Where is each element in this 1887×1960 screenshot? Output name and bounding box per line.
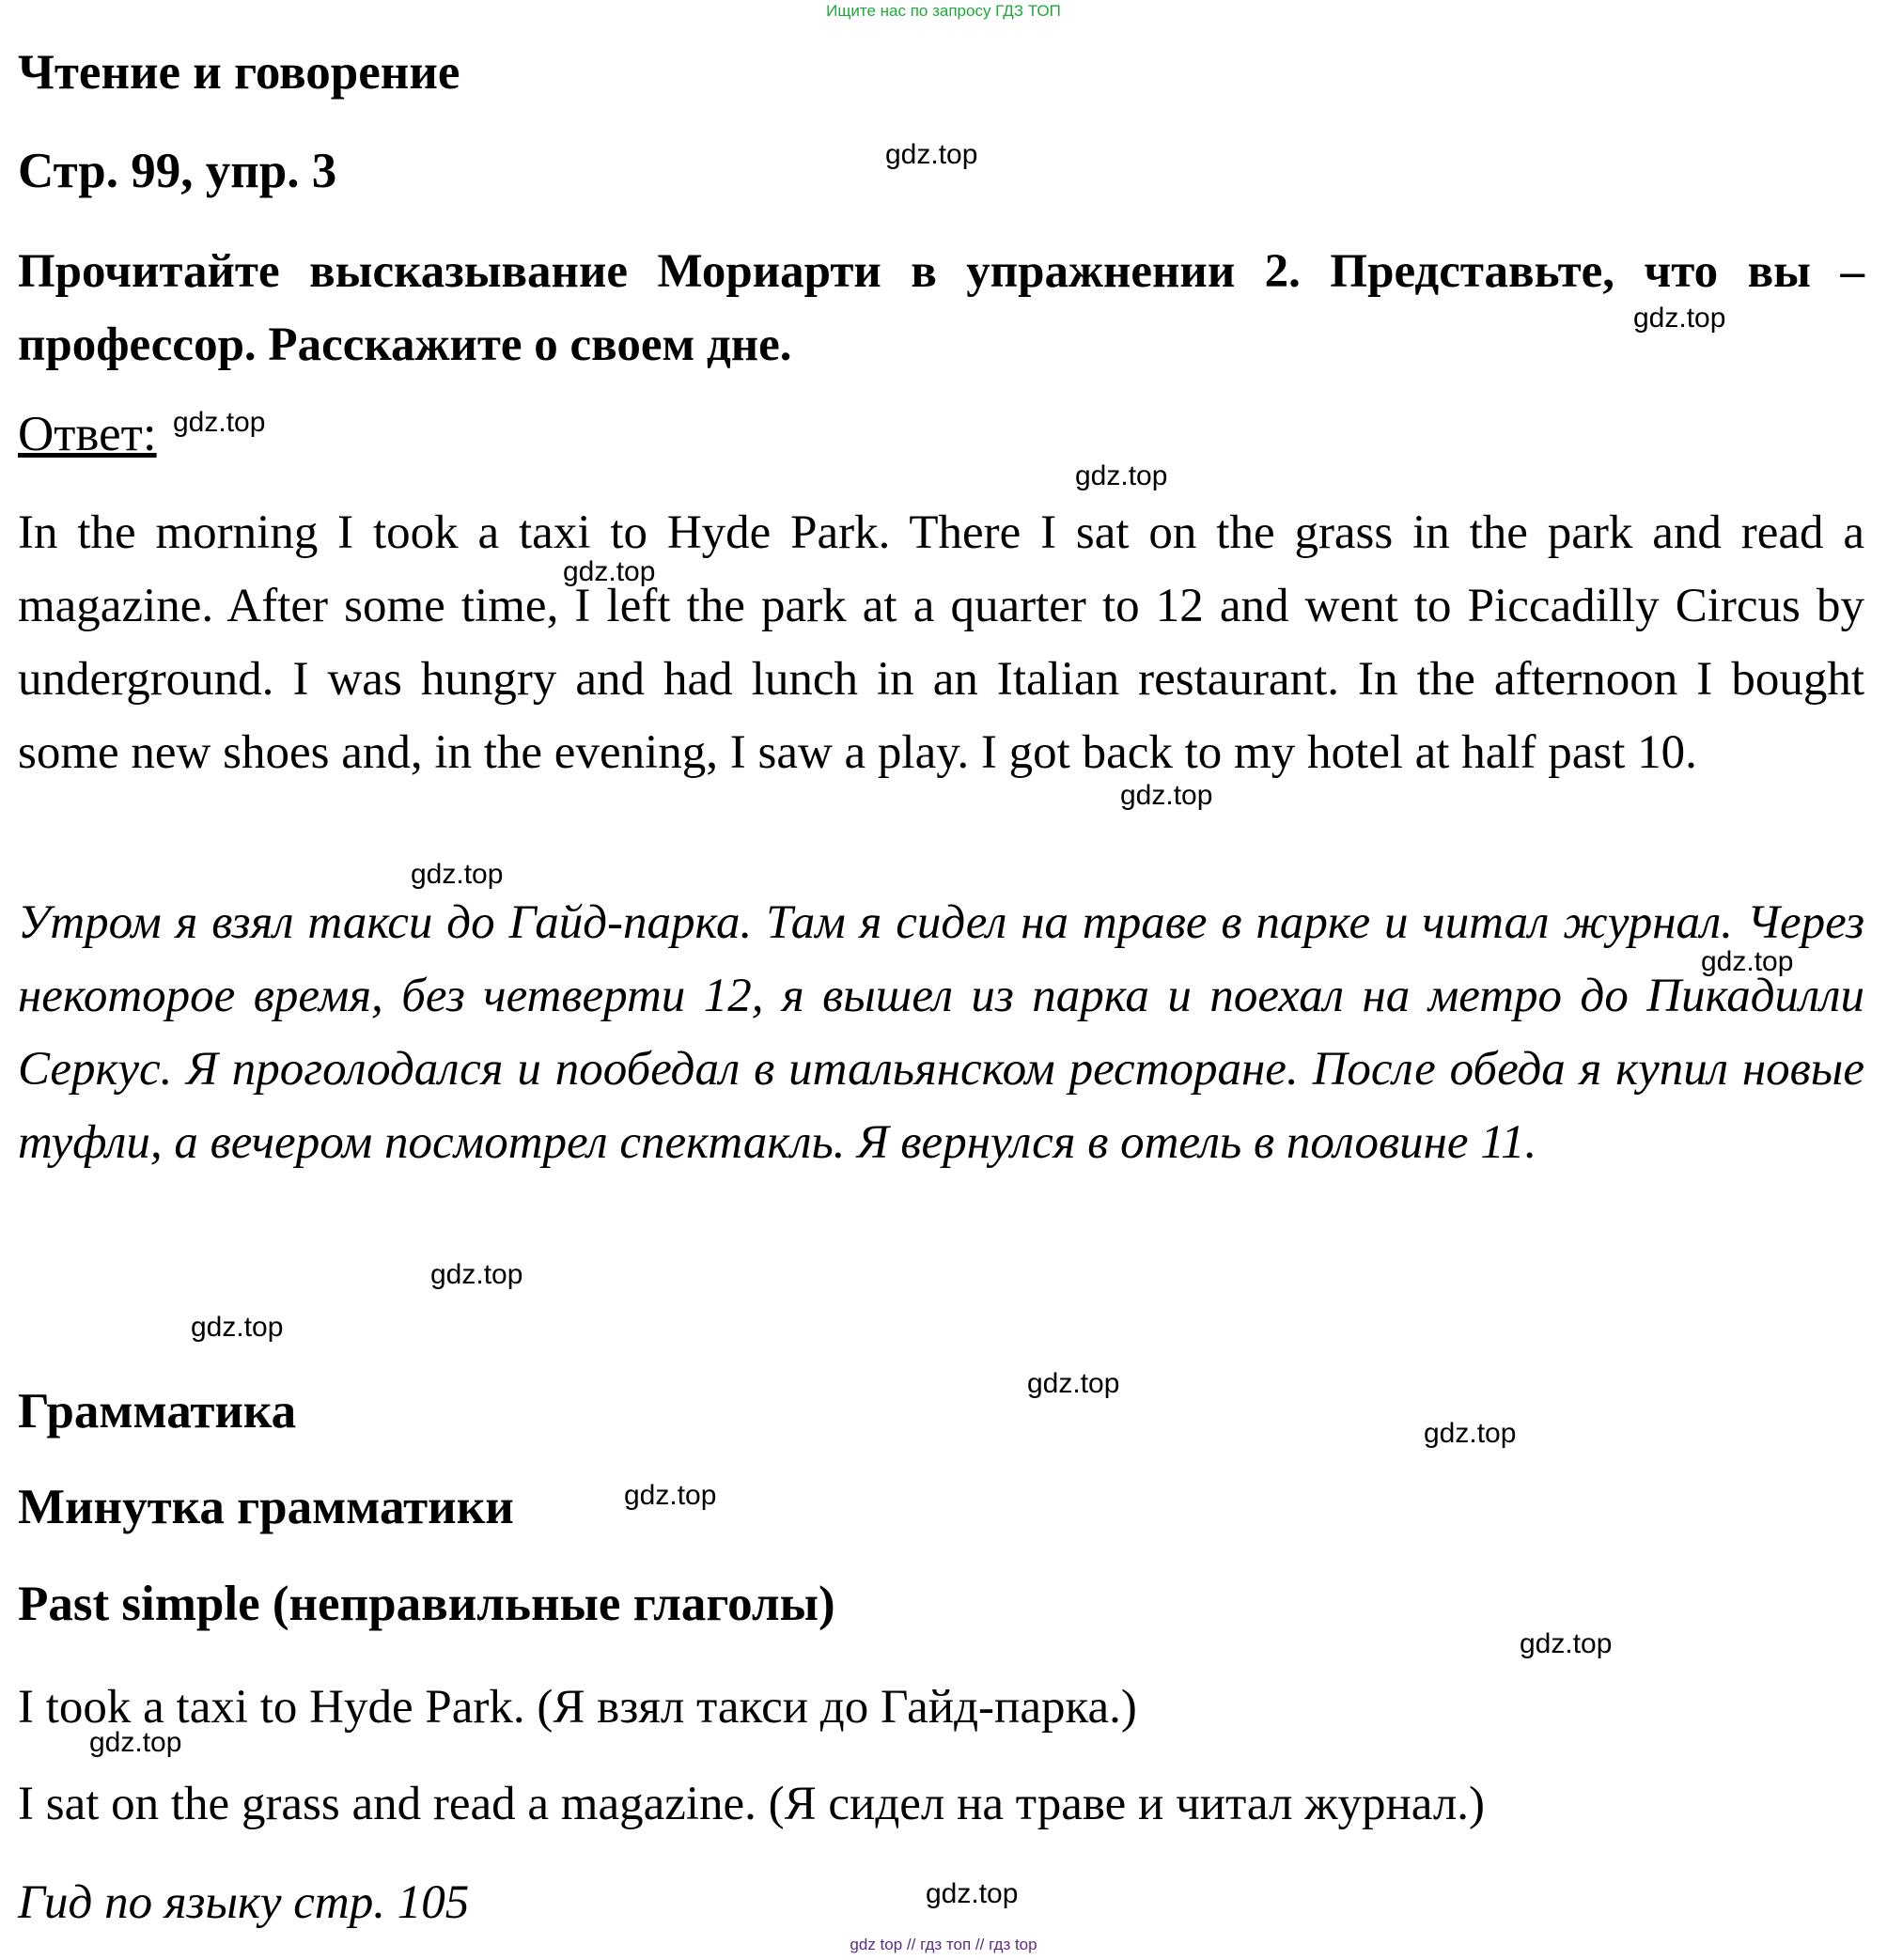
watermark: gdz.top xyxy=(926,1878,1019,1909)
bottom-note: gdz top // гдз топ // гдз top xyxy=(850,1936,1037,1953)
answer-english: In the morning I took a taxi to Hyde Park. There I sat on the grass in the park and read a magazine. After some time, I left the park at a quarter to 12 and went to Piccadilly Circus by underground. I was hungry and had lunch in an Italian restaurant. In the afternoon I bought some new shoes and, in the evening, I saw a play. I got back to my hotel at half past 10. xyxy=(18,506,1864,779)
grammar-title: Грамматика xyxy=(18,1384,297,1439)
watermark: gdz.top xyxy=(89,1727,182,1758)
answer-label: Ответ: xyxy=(18,407,157,461)
watermark: gdz.top xyxy=(1075,460,1168,491)
grammar-topic: Past simple (неправильные глаголы) xyxy=(18,1577,835,1631)
section-title: Чтение и говорение xyxy=(18,45,460,100)
watermark: gdz.top xyxy=(1424,1418,1517,1449)
watermark: gdz.top xyxy=(885,139,978,170)
watermark: gdz.top xyxy=(173,407,266,438)
example-sentence-2: I sat on the grass and read a magazine. (Я сидел на траве и читал журнал.) xyxy=(18,1778,1486,1830)
example-sentence-1: I took a taxi to Hyde Park. (Я взял такси до Гайд-парка.) xyxy=(18,1681,1137,1734)
task-text: Прочитайте высказывание Мориарти в упражнении 2. Представьте, что вы – профессор. Расскажите о своем дне. xyxy=(18,245,1864,371)
guide-reference: Гид по языку стр. 105 xyxy=(18,1876,470,1929)
watermark: gdz.top xyxy=(191,1312,284,1343)
grammar-minute-title: Минутка грамматики xyxy=(18,1480,514,1534)
answer-russian: Утром я взял такси до Гайд-парка. Там я сидел на траве в парке и читал журнал. Через некоторое время, без четверти 12, я вышел из парка и поехал на метро до Пикадилли Серкус. Я проголодался и пообедал в итальянском ресторане. После обеда я купил новые туфли, а вечером посмотрел спектакль. Я вернулся в отель в половине 11. xyxy=(18,896,1864,1169)
watermark: gdz.top xyxy=(1027,1368,1120,1399)
watermark: gdz.top xyxy=(1520,1628,1613,1659)
watermark: gdz.top xyxy=(624,1480,717,1511)
watermark: gdz.top xyxy=(1701,946,1794,977)
watermark: gdz.top xyxy=(563,556,656,587)
watermark: gdz.top xyxy=(1633,303,1726,334)
page-reference: Стр. 99, упр. 3 xyxy=(18,144,337,198)
top-note: Ищите нас по запросу ГДЗ ТОП xyxy=(826,2,1061,20)
watermark: gdz.top xyxy=(430,1259,523,1290)
watermark: gdz.top xyxy=(411,859,504,890)
watermark: gdz.top xyxy=(1120,780,1213,811)
